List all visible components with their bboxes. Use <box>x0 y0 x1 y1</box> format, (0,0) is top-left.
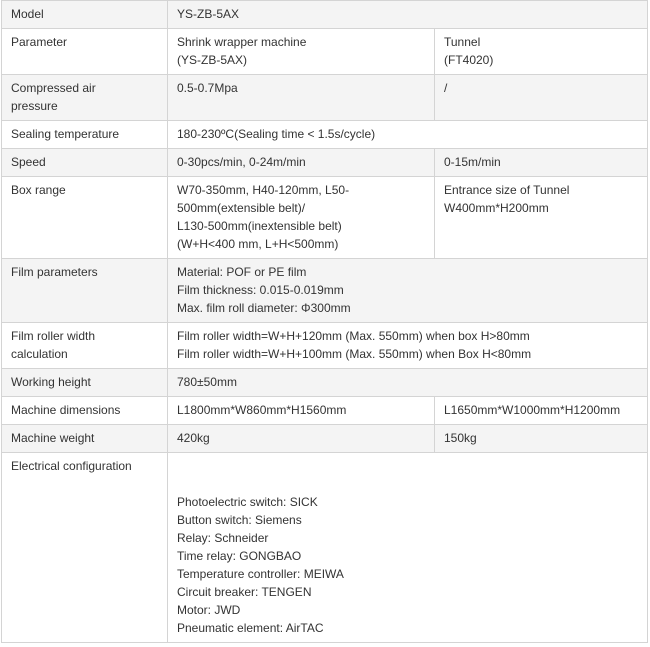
value-film-roller <box>168 323 648 369</box>
row-label-line: pressure <box>11 99 58 113</box>
table-row-dimensions <box>2 397 648 425</box>
cell-line: Pneumatic element: AirTAC <box>177 621 324 635</box>
cell-line: Film roller width=W+H+120mm (Max. 550mm) when box H>80mm <box>177 329 530 343</box>
cell-line: Film roller width=W+H+100mm (Max. 550mm) when Box H<80mm <box>177 347 532 361</box>
value-model: YS-ZB-5AX <box>168 1 648 29</box>
row-label-electrical: Electrical configuration <box>2 453 168 643</box>
cell-line: Max. film roll diameter: Φ300mm <box>177 301 351 315</box>
header-tunnel <box>435 29 648 75</box>
value-speed-tunnel: 0-15m/min <box>435 149 648 177</box>
table-row-working-height <box>2 369 648 397</box>
spec-table <box>1 0 648 643</box>
value-box-range-tunnel <box>435 177 648 259</box>
value-weight-machine: 420kg <box>168 425 435 453</box>
cell-spacer <box>177 475 638 493</box>
value-sealing-temperature: 180-230ºC(Sealing time < 1.5s/cycle) <box>168 121 648 149</box>
value-box-range-machine <box>168 177 435 259</box>
row-label-air-pressure <box>2 75 168 121</box>
cell-line: W70-350mm, H40-120mm, L50- <box>177 183 350 197</box>
value-film-parameters <box>168 259 648 323</box>
row-label-speed: Speed <box>2 149 168 177</box>
header-machine-line: Shrink wrapper machine <box>177 35 307 49</box>
cell-line: Circuit breaker: TENGEN <box>177 585 312 599</box>
row-label-line: Compressed air <box>11 81 96 95</box>
table-row-sealing-temperature <box>2 121 648 149</box>
row-label-weight: Machine weight <box>2 425 168 453</box>
row-label-dimensions: Machine dimensions <box>2 397 168 425</box>
table-row-film-roller <box>2 323 648 369</box>
table-row-film-parameters <box>2 259 648 323</box>
cell-line: (W+H<400 mm, L+H<500mm) <box>177 237 339 251</box>
table-row-parameter <box>2 29 648 75</box>
header-machine-line: (YS-ZB-5AX) <box>177 53 248 67</box>
table-row-box-range <box>2 177 648 259</box>
cell-line: L130-500mm(inextensible belt) <box>177 219 342 233</box>
table-row-speed <box>2 149 648 177</box>
row-label-parameter: Parameter <box>2 29 168 75</box>
cell-line: Motor: JWD <box>177 603 241 617</box>
cell-line: Relay: Schneider <box>177 531 269 545</box>
value-working-height: 780±50mm <box>168 369 648 397</box>
row-label-line: Film roller width <box>11 329 96 343</box>
row-label-model: Model <box>2 1 168 29</box>
row-label-box-range: Box range <box>2 177 168 259</box>
cell-line: Photoelectric switch: SICK <box>177 495 318 509</box>
table-row-electrical <box>2 453 648 643</box>
value-air-pressure-machine: 0.5-0.7Mpa <box>168 75 435 121</box>
row-label-sealing-temperature: Sealing temperature <box>2 121 168 149</box>
cell-line: Temperature controller: MEIWA <box>177 567 344 581</box>
value-dimensions-tunnel: L1650mm*W1000mm*H1200mm <box>435 397 648 425</box>
value-dimensions-machine: L1800mm*W860mm*H1560mm <box>168 397 435 425</box>
value-speed-machine: 0-30pcs/min, 0-24m/min <box>168 149 435 177</box>
value-weight-tunnel: 150kg <box>435 425 648 453</box>
header-tunnel-line: Tunnel <box>444 35 481 49</box>
table-row-weight <box>2 425 648 453</box>
row-label-line: calculation <box>11 347 68 361</box>
cell-line: Time relay: GONGBAO <box>177 549 302 563</box>
value-air-pressure-tunnel: / <box>435 75 648 121</box>
row-label-film-roller <box>2 323 168 369</box>
cell-line: Film thickness: 0.015-0.019mm <box>177 283 344 297</box>
table-row-air-pressure <box>2 75 648 121</box>
row-label-working-height: Working height <box>2 369 168 397</box>
row-label-film-parameters: Film parameters <box>2 259 168 323</box>
cell-line: 500mm(extensible belt)/ <box>177 201 306 215</box>
cell-line: Material: POF or PE film <box>177 265 307 279</box>
header-machine <box>168 29 435 75</box>
cell-line: Entrance size of Tunnel <box>444 183 570 197</box>
value-electrical <box>168 453 648 643</box>
header-tunnel-line: (FT4020) <box>444 53 494 67</box>
cell-line: Button switch: Siemens <box>177 513 302 527</box>
cell-spacer <box>177 457 638 475</box>
table-row-model <box>2 1 648 29</box>
cell-line: W400mm*H200mm <box>444 201 549 215</box>
